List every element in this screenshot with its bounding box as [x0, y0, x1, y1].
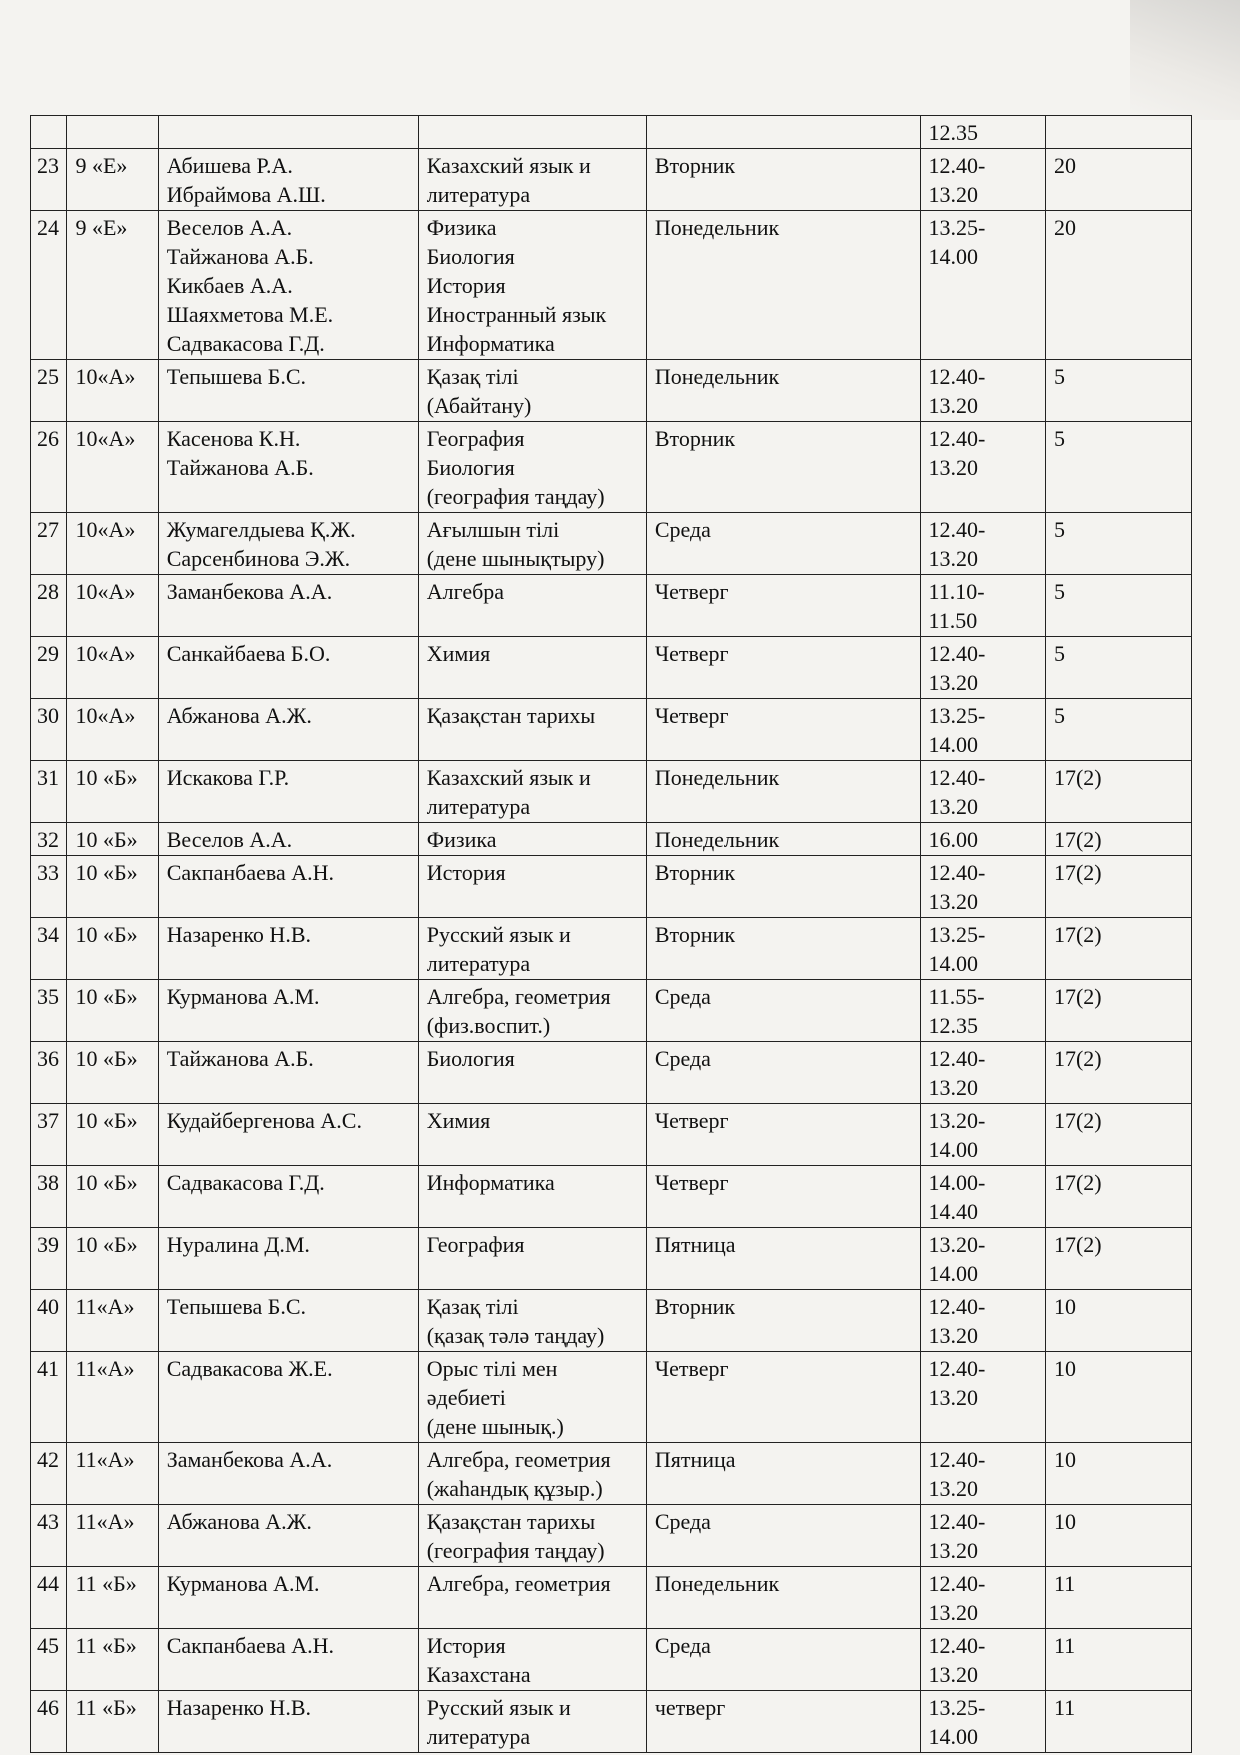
weekday: четверг [646, 1691, 920, 1753]
row-number: 30 [31, 699, 67, 761]
weekday: Пятница [646, 1443, 920, 1505]
row-number: 36 [31, 1042, 67, 1104]
subject-name: География [418, 1228, 646, 1290]
subject-name: Казахский язык и литература [418, 149, 646, 211]
row-number: 34 [31, 918, 67, 980]
class-name: 10«А» [67, 513, 158, 575]
corner-shadow [1130, 0, 1240, 120]
teacher-names: Назаренко Н.В. [158, 1691, 418, 1753]
student-count: 10 [1045, 1505, 1191, 1567]
row-number: 25 [31, 360, 67, 422]
time-slot: 12.40- 13.20 [920, 637, 1045, 699]
student-count: 10 [1045, 1352, 1191, 1443]
table-row [31, 360, 1192, 422]
student-count: 20 [1045, 211, 1191, 360]
teacher-names: Жумагелдыева Қ.Ж. Сарсенбинова Э.Ж. [158, 513, 418, 575]
student-count: 17(2) [1045, 980, 1191, 1042]
subject-name: Орыс тілі мен әдебиеті (дене шынық.) [418, 1352, 646, 1443]
table-row [31, 1042, 1192, 1104]
table-row [31, 856, 1192, 918]
teacher-names: Назаренко Н.В. [158, 918, 418, 980]
class-name: 10 «Б» [67, 918, 158, 980]
time-slot: 16.00 [920, 823, 1045, 856]
time-slot: 12.40- 13.20 [920, 1290, 1045, 1352]
time-slot: 11.10- 11.50 [920, 575, 1045, 637]
weekday: Среда [646, 980, 920, 1042]
student-count: 10 [1045, 1290, 1191, 1352]
table-row [31, 1629, 1192, 1691]
teacher-names: Курманова А.М. [158, 1567, 418, 1629]
teacher-names: Садвакасова Г.Д. [158, 1166, 418, 1228]
subject-name: Алгебра, геометрия [418, 1567, 646, 1629]
teacher-names: Абжанова А.Ж. [158, 699, 418, 761]
subject-name: Русский язык и литература [418, 918, 646, 980]
student-count: 5 [1045, 699, 1191, 761]
class-name: 11«А» [67, 1352, 158, 1443]
table-row [31, 823, 1192, 856]
class-name: 10«А» [67, 575, 158, 637]
table-row [31, 1352, 1192, 1443]
time-slot: 12.40- 13.20 [920, 1567, 1045, 1629]
row-number: 38 [31, 1166, 67, 1228]
weekday: Среда [646, 1629, 920, 1691]
student-count: 17(2) [1045, 823, 1191, 856]
row-number: 32 [31, 823, 67, 856]
time-slot: 13.25- 14.00 [920, 211, 1045, 360]
table-row [31, 918, 1192, 980]
time-slot: 12.40- 13.20 [920, 1352, 1045, 1443]
student-count: 17(2) [1045, 918, 1191, 980]
time-slot: 12.35 [920, 116, 1045, 149]
weekday: Вторник [646, 422, 920, 513]
teacher-names: Абишева Р.А. Ибраймова А.Ш. [158, 149, 418, 211]
subject-name: Қазақ тілі (қазақ тәлә таңдау) [418, 1290, 646, 1352]
table-row [31, 699, 1192, 761]
weekday: Четверг [646, 1352, 920, 1443]
subject-name: Химия [418, 637, 646, 699]
time-slot: 14.00- 14.40 [920, 1166, 1045, 1228]
teacher-names: Касенова К.Н. Тайжанова А.Б. [158, 422, 418, 513]
teacher-names: Тепышева Б.С. [158, 360, 418, 422]
subject-name: Қазақ тілі (Абайтану) [418, 360, 646, 422]
weekday: Понедельник [646, 211, 920, 360]
table-row [31, 575, 1192, 637]
student-count: 11 [1045, 1691, 1191, 1753]
class-name: 10«А» [67, 699, 158, 761]
row-number: 39 [31, 1228, 67, 1290]
subject-name: Русский язык и литература [418, 1691, 646, 1753]
table-row [31, 1443, 1192, 1505]
student-count: 17(2) [1045, 1042, 1191, 1104]
subject-name: История [418, 856, 646, 918]
subject-name: Ағылшын тілі (дене шынықтыру) [418, 513, 646, 575]
class-name: 11 «Б» [67, 1567, 158, 1629]
student-count [1045, 116, 1191, 149]
time-slot: 13.25- 14.00 [920, 699, 1045, 761]
table-row [31, 1691, 1192, 1753]
class-name: 9 «Е» [67, 149, 158, 211]
teacher-names: Тепышева Б.С. [158, 1290, 418, 1352]
teacher-names: Нуралина Д.М. [158, 1228, 418, 1290]
time-slot: 12.40- 13.20 [920, 422, 1045, 513]
subject-name: Алгебра, геометрия (физ.воспит.) [418, 980, 646, 1042]
teacher-names: Курманова А.М. [158, 980, 418, 1042]
table-row [31, 1505, 1192, 1567]
student-count: 11 [1045, 1567, 1191, 1629]
table-row [31, 116, 1192, 149]
table-row [31, 1104, 1192, 1166]
subject-name: Химия [418, 1104, 646, 1166]
time-slot: 12.40- 13.20 [920, 149, 1045, 211]
student-count: 5 [1045, 575, 1191, 637]
row-number: 33 [31, 856, 67, 918]
time-slot: 12.40- 13.20 [920, 1443, 1045, 1505]
row-number: 43 [31, 1505, 67, 1567]
weekday: Среда [646, 513, 920, 575]
schedule-table [30, 115, 1192, 1753]
teacher-names: Санкайбаева Б.О. [158, 637, 418, 699]
class-name: 11«А» [67, 1443, 158, 1505]
teacher-names: Кудайбергенова А.С. [158, 1104, 418, 1166]
subject-name: Алгебра, геометрия (жаһандық құзыр.) [418, 1443, 646, 1505]
class-name: 10 «Б» [67, 1042, 158, 1104]
row-number: 35 [31, 980, 67, 1042]
teacher-names: Искакова Г.Р. [158, 761, 418, 823]
weekday: Понедельник [646, 761, 920, 823]
teacher-names: Заманбекова А.А. [158, 1443, 418, 1505]
student-count: 17(2) [1045, 1166, 1191, 1228]
student-count: 5 [1045, 422, 1191, 513]
row-number: 40 [31, 1290, 67, 1352]
class-name: 10 «Б» [67, 980, 158, 1042]
schedule-table-body [31, 116, 1192, 1753]
subject-name: Физика Биология История Иностранный язык Информатика [418, 211, 646, 360]
class-name: 10 «Б» [67, 761, 158, 823]
student-count: 17(2) [1045, 761, 1191, 823]
table-row [31, 1228, 1192, 1290]
student-count: 17(2) [1045, 856, 1191, 918]
teacher-names: Заманбекова А.А. [158, 575, 418, 637]
class-name: 10 «Б» [67, 1166, 158, 1228]
class-name: 9 «Е» [67, 211, 158, 360]
class-name: 10 «Б» [67, 1104, 158, 1166]
table-row [31, 1290, 1192, 1352]
teacher-names [158, 116, 418, 149]
student-count: 11 [1045, 1629, 1191, 1691]
weekday: Понедельник [646, 360, 920, 422]
class-name: 10«А» [67, 637, 158, 699]
student-count: 17(2) [1045, 1104, 1191, 1166]
time-slot: 13.25- 14.00 [920, 918, 1045, 980]
time-slot: 13.25- 14.00 [920, 1691, 1045, 1753]
row-number: 44 [31, 1567, 67, 1629]
schedule-table-wrapper [30, 115, 1192, 1753]
time-slot: 12.40- 13.20 [920, 1042, 1045, 1104]
subject-name: История Казахстана [418, 1629, 646, 1691]
time-slot: 12.40- 13.20 [920, 856, 1045, 918]
time-slot: 11.55- 12.35 [920, 980, 1045, 1042]
weekday: Четверг [646, 637, 920, 699]
student-count: 5 [1045, 513, 1191, 575]
time-slot: 12.40- 13.20 [920, 1629, 1045, 1691]
table-row [31, 513, 1192, 575]
row-number: 42 [31, 1443, 67, 1505]
student-count: 20 [1045, 149, 1191, 211]
time-slot: 12.40- 13.20 [920, 1505, 1045, 1567]
teacher-names: Сакпанбаева А.Н. [158, 856, 418, 918]
weekday: Вторник [646, 918, 920, 980]
weekday: Среда [646, 1042, 920, 1104]
row-number: 37 [31, 1104, 67, 1166]
class-name: 11«А» [67, 1290, 158, 1352]
teacher-names: Абжанова А.Ж. [158, 1505, 418, 1567]
class-name: 11 «Б» [67, 1691, 158, 1753]
row-number: 46 [31, 1691, 67, 1753]
weekday: Понедельник [646, 823, 920, 856]
time-slot: 13.20- 14.00 [920, 1228, 1045, 1290]
subject-name: Биология [418, 1042, 646, 1104]
subject-name: Алгебра [418, 575, 646, 637]
weekday: Вторник [646, 856, 920, 918]
class-name: 10«А» [67, 360, 158, 422]
subject-name: Қазақстан тарихы (география таңдау) [418, 1505, 646, 1567]
table-row [31, 980, 1192, 1042]
time-slot: 12.40- 13.20 [920, 761, 1045, 823]
row-number: 27 [31, 513, 67, 575]
subject-name: Информатика [418, 1166, 646, 1228]
class-name: 10«А» [67, 422, 158, 513]
teacher-names: Веселов А.А. [158, 823, 418, 856]
weekday: Четверг [646, 575, 920, 637]
subject-name: Қазақстан тарихы [418, 699, 646, 761]
row-number [31, 116, 67, 149]
teacher-names: Тайжанова А.Б. [158, 1042, 418, 1104]
teacher-names: Веселов А.А. Тайжанова А.Б. Кикбаев А.А. Шаяхметова М.Е. Садвакасова Г.Д. [158, 211, 418, 360]
weekday: Пятница [646, 1228, 920, 1290]
time-slot: 13.20- 14.00 [920, 1104, 1045, 1166]
row-number: 41 [31, 1352, 67, 1443]
row-number: 45 [31, 1629, 67, 1691]
subject-name: Казахский язык и литература [418, 761, 646, 823]
weekday: Вторник [646, 1290, 920, 1352]
table-row [31, 1166, 1192, 1228]
class-name: 10 «Б» [67, 1228, 158, 1290]
student-count: 5 [1045, 360, 1191, 422]
time-slot: 12.40- 13.20 [920, 360, 1045, 422]
row-number: 26 [31, 422, 67, 513]
subject-name [418, 116, 646, 149]
row-number: 29 [31, 637, 67, 699]
table-row [31, 211, 1192, 360]
weekday: Четверг [646, 699, 920, 761]
class-name: 10 «Б» [67, 823, 158, 856]
weekday: Среда [646, 1505, 920, 1567]
teacher-names: Сакпанбаева А.Н. [158, 1629, 418, 1691]
table-row [31, 637, 1192, 699]
class-name: 10 «Б» [67, 856, 158, 918]
table-row [31, 422, 1192, 513]
subject-name: География Биология (география таңдау) [418, 422, 646, 513]
weekday [646, 116, 920, 149]
student-count: 10 [1045, 1443, 1191, 1505]
student-count: 5 [1045, 637, 1191, 699]
class-name: 11 «Б» [67, 1629, 158, 1691]
weekday: Понедельник [646, 1567, 920, 1629]
student-count: 17(2) [1045, 1228, 1191, 1290]
weekday: Четверг [646, 1166, 920, 1228]
row-number: 23 [31, 149, 67, 211]
weekday: Четверг [646, 1104, 920, 1166]
table-row [31, 149, 1192, 211]
subject-name: Физика [418, 823, 646, 856]
teacher-names: Садвакасова Ж.Е. [158, 1352, 418, 1443]
table-row [31, 1567, 1192, 1629]
time-slot: 12.40- 13.20 [920, 513, 1045, 575]
table-row [31, 761, 1192, 823]
row-number: 24 [31, 211, 67, 360]
weekday: Вторник [646, 149, 920, 211]
row-number: 28 [31, 575, 67, 637]
class-name: 11«А» [67, 1505, 158, 1567]
class-name [67, 116, 158, 149]
row-number: 31 [31, 761, 67, 823]
